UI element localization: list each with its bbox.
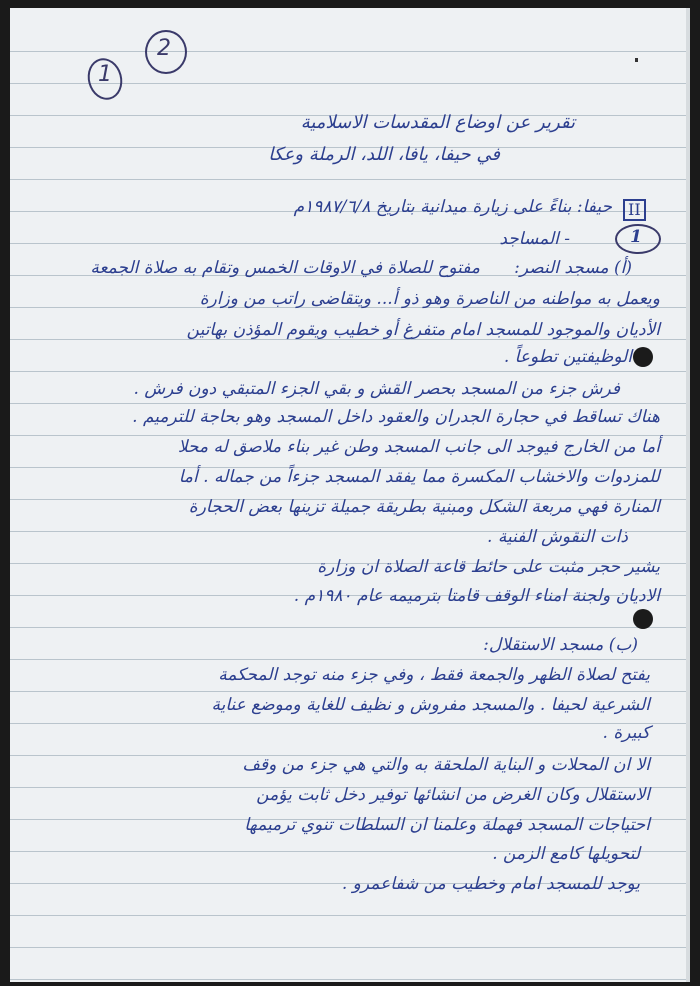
mosque-b-line-6: احتياجات المسجد فهملة وعلمنا ان السلطات تنوي ترميمها (244, 815, 650, 835)
mosque-a-line-3: الأديان والموجود للمسجد امام متفرغ أو خطيب ويقوم المؤذن بهاتين (186, 320, 660, 340)
mosque-b-line-5: الاستقلال وكان الغرض من انشائها توفير دخل ثابت يؤمن (256, 785, 650, 805)
mosque-a-line-6: هناك تساقط في حجارة الجدران والعقود داخل المسجد وهو بحاجة للترميم . (132, 407, 660, 427)
mosque-b-line-4: الا ان المحلات و البناية الملحقة به والتي هي جزء من وقف (242, 755, 650, 775)
mosque-a-line-8: للمزدوات والاخشاب المكسرة مما يفقد المسجد جزءاً من جماله . أما (178, 467, 660, 487)
page-number-2: 2 (157, 36, 171, 61)
mosque-a-line-4: الوظيفتين تطوعاً . (503, 347, 632, 367)
subsection-heading: - المساجد (499, 229, 570, 249)
mosque-b-line-7: لتحويلها كامع الزمن . (492, 844, 640, 864)
page-number-1: 1 (98, 62, 112, 87)
mosque-a-line-10: ذات النقوش الفنية . (487, 527, 628, 547)
subsection-number: 1 (630, 227, 642, 247)
mosque-b-line-2: الشرعية لحيفا . والمسجد مفروش و نظيف للغاية وموضع عناية (211, 695, 650, 715)
mosque-b-line-3: كبيرة . (602, 723, 650, 743)
mosque-a-line-5: فرش جزء من المسجد بحصر القش و بقي الجزء المتبقي دون فرش . (133, 379, 620, 399)
mosque-a-line-7: أما من الخارج فيوجد الى جانب المسجد وطن غير بناء ملاصق له محلا (177, 437, 660, 457)
mosque-b-line-1: يفتح لصلاة الظهر والجمعة فقط ، وفي جزء منه توجد المحكمة (218, 665, 650, 685)
mosque-b-line-8: يوجد للمسجد امام وخطيب من شفاعمرو . (341, 874, 640, 894)
section-number-box: II (623, 199, 646, 221)
punch-hole-top (633, 347, 653, 367)
section-heading: حيفا: بناءً على زيارة ميدانية بتاريخ ١٩٨٧/٦/٨م (293, 197, 612, 217)
ink-speck (635, 58, 638, 62)
mosque-a-line-2: ويعمل به مواطنه من الناصرة وهو ذو أ... ويتقاضى راتب من وزارة (199, 289, 660, 309)
mosque-a-line-11: يشير حجر مثبت على حائط قاعة الصلاة ان وزارة (317, 557, 660, 577)
report-title: تقرير عن اوضاع المقدسات الاسلامية (300, 112, 575, 133)
mosque-a-line-9: المنارة فهي مربعة الشكل ومبنية بطريقة جميلة تزينها بعض الحجارة (188, 497, 660, 517)
mosque-a-label: (أ) مسجد النصر: (514, 258, 632, 278)
paper-edge (686, 8, 690, 982)
report-subtitle: في حيفا، يافا، اللد، الرملة وعكا (268, 144, 500, 165)
punch-hole-bottom (633, 609, 653, 629)
mosque-a-line-1: مفتوح للصلاة في الاوقات الخمس وتقام به صلاة الجمعة (90, 258, 480, 278)
mosque-a-line-12: الاديان ولجنة امناء الوقف قامتا بترميمه عام ١٩٨٠م . (293, 586, 660, 606)
mosque-b-label: (ب) مسجد الاستقلال: (483, 635, 638, 655)
